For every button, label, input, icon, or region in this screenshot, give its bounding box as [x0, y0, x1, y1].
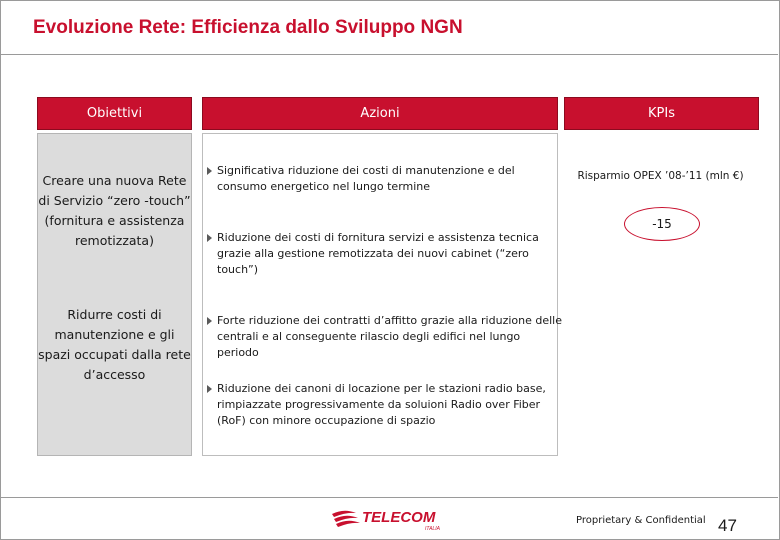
triangle-bullet-icon	[207, 167, 212, 175]
proprietary-notice: Proprietary & Confidential	[576, 515, 706, 526]
triangle-bullet-icon	[207, 234, 212, 242]
page-number: 47	[718, 516, 737, 535]
header-objectives: Obiettivi	[37, 97, 192, 130]
objective-item: Ridurre costi di manutenzione e gli spazi occupati dalla rete d’accesso	[38, 307, 191, 382]
action-text: Riduzione dei canoni di locazione per le stazioni radio base, rimpiazzate progressivamente da soluioni Radio over Fiber (RoF) con minore occupazione di spazio	[217, 382, 546, 427]
kpi-value-ellipse	[624, 207, 700, 241]
logo-text: TELECOM	[362, 509, 436, 526]
header-kpis: KPIs	[564, 97, 759, 130]
objectives-column	[37, 133, 192, 456]
triangle-bullet-icon	[207, 317, 212, 325]
telecom-italia-logo	[330, 506, 455, 532]
triangle-bullet-icon	[207, 385, 212, 393]
objective-item: Creare una nuova Rete di Servizio “zero -touch” (fornitura e assistenza remotizzata)	[38, 173, 191, 248]
kpi-label: Risparmio OPEX ’08-’11 (mln €)	[577, 170, 744, 182]
action-text: Forte riduzione dei contratti d’affitto grazie alla riduzione delle centrali e al conseguente rilascio degli edifici nel lungo periodo	[217, 314, 562, 359]
actions-column	[202, 133, 562, 456]
kpi-value: -15	[652, 217, 672, 231]
title-divider	[0, 54, 778, 55]
slide-title: Evoluzione Rete: Efficienza dallo Sviluppo NGN	[33, 17, 463, 38]
footer-divider	[0, 497, 778, 498]
action-item	[207, 230, 562, 278]
action-item	[207, 313, 562, 361]
action-item	[207, 381, 562, 429]
action-text: Significativa riduzione dei costi di manutenzione e del consumo energetico nel lungo termine	[217, 164, 515, 193]
action-item	[207, 163, 562, 195]
header-actions: Azioni	[202, 97, 558, 130]
logo-subtext: ITALIA	[425, 526, 440, 532]
action-text: Riduzione dei costi di fornitura servizi e assistenza tecnica grazie alla gestione remotizzata dei nuovi cabinet (“zero touch”)	[217, 231, 539, 276]
